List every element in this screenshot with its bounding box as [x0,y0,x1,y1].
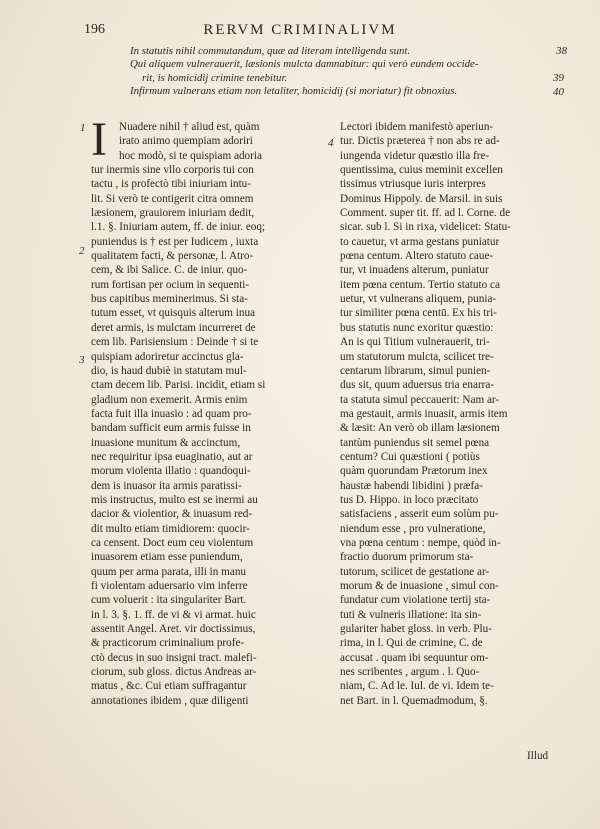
text-line: item pœna centum. Tertio statuto ca [340,278,500,291]
text-line: iungenda videtur quæstio illa fre- [340,149,490,162]
right-column [340,120,562,708]
text-line: gulariter habet gloss. in verb. Plu- [340,623,492,636]
text-line: fi violentam aduersario vim inferre [91,580,248,592]
text-line: tuti & vulneris illatione: ita sin- [340,608,482,621]
text-line: gladium non exemerit. Armis enim [91,393,248,406]
text-line: qualitatem facti, & personæ, l. Atro- [91,250,254,263]
text-line: dem is inuasor ita armis paratissi- [91,479,242,492]
text-line: quum per arma parata, illi in manu [91,565,247,578]
text-line: dus sit, quum aduersus tria enarra- [340,379,495,392]
text-line: matus , &c. Cui etiam suffragantur [91,680,247,693]
text-line: bus statutis nunc exoritur quæstio: [340,321,494,334]
running-title: RERVM CRIMINALIVM [203,22,397,38]
text-line: & practicorum criminalium profe- [91,637,245,650]
margin-number: 2 [79,245,85,257]
text-line: pœna centum. Altero statuto caue- [340,250,494,263]
text-line: dio, is haud dubiè in statutam mul- [91,364,247,377]
text-line: cum voluerit : ita singulariter Bart. [91,594,247,607]
text-line: annotationes ibidem , quæ diligenti [91,694,249,707]
text-line: quàm quorundam Prætorum inex [340,465,488,478]
margin-number: 4 [328,137,334,149]
text-line: tactu , is profectò tibi iniuriam intu- [91,178,252,191]
text-line: centum? Cui quæstioni ( potiùs [340,450,480,463]
summary-number: 39 [553,72,564,84]
text-line: rima, in l. Qui de crimine, C. de [340,637,483,650]
text-line: assentit Angel. Aret. vir doctissimus, [91,623,256,636]
page-header [0,22,600,44]
text-line: dacior & violentior, & inuasum red- [91,508,253,521]
text-line: accusat . quam ibi sequuntur om- [340,651,489,664]
text-line: cem lib. Parisiensium : Deinde † si te [91,336,259,349]
summary-line: In statutis nihil commutandum, quæ ad literam intelligenda sunt. [130,45,411,57]
text-line: dit multo etiam timidiorem: quocir- [91,522,250,535]
text-line: haustæ habendi libidini ) præfa- [340,479,483,492]
text-line: Nuadere nihil † aliud est, quàm [119,121,260,133]
text-line: bus capitibus meminerimus. Si sta- [91,293,248,306]
text-line: fundatur cum violatione tertij sta- [340,594,491,607]
text-line: vna pœna centum : nempe, quòd in- [340,536,501,549]
text-line: morum violenta illatio : quandoqui- [91,465,251,478]
text-line: inuasorem etiam esse puniendum, [91,551,243,564]
text-line: l.1. §. Iniuriam autem, ff. de iniur. eoq; [91,221,266,234]
text-line: deret armis, is mulctam incurreret de [91,321,256,334]
text-line: to cauetur, vt arma gestans puniatur [340,235,500,248]
text-line: ca censent. Doct eum ceu violentum [91,536,254,549]
text-line: ctò decus in suo insigni tract. malefi- [91,651,257,664]
drop-initial: I [91,113,107,166]
summary-number: 38 [556,45,567,57]
text-line: An is qui Titium vulnerauerit, tri- [340,336,490,349]
text-line: niendum esse , pro vulneratione, [340,522,486,535]
catchword: Illud [527,750,549,762]
text-line: tutum esset, vt quisquis alterum inua [91,307,256,320]
left-column [91,113,328,708]
text-line: nes scribentes , argum . l. Quo- [340,666,480,679]
text-line: puniendus is † est per Iudicem , iuxta [91,235,259,248]
text-line: quispiam adoriretur accinctus gla- [91,350,244,363]
text-line: Dominus Hippoly. de Marsil. in suis [340,192,503,205]
chapter-summary [130,45,570,99]
text-line: ctam decem lib. Parisi. incidit, etiam si [91,379,266,392]
summary-number: 40 [553,86,564,98]
text-line: ta statuta simul peccauerit: Nam ar- [340,393,500,406]
text-line: niam, C. Ad le. Iul. de vi. Idem te- [340,680,494,693]
text-line: tur. Dictis præterea † non abs re ad- [340,135,500,148]
text-line: tur, vt inuadens alterum, puniatur [340,264,489,277]
text-line: satisfaciens , asserit eum solùm pu- [340,508,499,521]
summary-line: Qui aliquem vulnerauerit, læsionis mulcta damnabitur: qui verò eundem occide- [130,58,479,71]
text-line: tur inermis sine vllo corporis tui con [91,164,254,177]
text-line: quentissima, cuius meminit excellen [340,164,503,177]
text-line: morum & de inuasione , simul con- [340,580,499,592]
text-line: cem, & ibi Salice. C. de iniur. quo- [91,264,248,277]
text-line: nec requiritur ipsa euaginatio, aut ar [91,450,253,463]
text-line: ma gestauit, armis inuasit, armis item [340,407,508,420]
text-line: & læsit: An verò ob illam læsionem [340,422,500,435]
text-line: inuasione munitum & accinctum, [91,436,241,449]
text-line: sicar. sub l. Si in rixa, videlicet: Statu- [340,221,511,234]
text-line: tissimus vtriusque iuris interpres [340,178,486,191]
text-line: um statutorum mulcta, scilicet tre- [340,350,494,363]
text-line: ciorum, sub gloss. dictus Andreas ar- [91,666,257,679]
text-line: Comment. super tit. ff. ad l. Corne. de [340,207,511,220]
page-number: 196 [84,22,105,37]
text-line: lit. Si verò te contigerit citra omnem [91,192,254,205]
summary-line: rit, is homicidij crimine tenebitur. [142,71,288,84]
text-line: centarum librarum, simul punien- [340,364,491,377]
text-line: tur similiter pœna centū. Ex his tri- [340,307,497,320]
text-line: net Bart. in l. Quemadmodum, §. [340,694,488,707]
text-line: tutorum, scilicet de gestatione ar- [340,565,490,578]
text-line: tantùm puniendus sit semel pœna [340,436,490,449]
margin-number: 3 [79,354,85,366]
text-line: mis instructus, multo est se inermi au [91,493,258,506]
text-line: læsionem, grauiorem iniuriam dedit, [91,207,255,220]
text-line: tus D. Hippo. in loco præcitato [340,493,479,506]
text-line: fractio duorum primorum sta- [340,551,474,564]
text-line: bandam sufficit eum armis fuisse in [91,422,251,435]
text-line: in l. 3. §. 1. ff. de vi & vi armat. huic [91,608,256,621]
margin-number: 1 [80,122,86,134]
text-line: Lectori ibidem manifestò aperiun- [340,121,494,133]
text-line: irato animo quempiam adoriri [119,135,253,148]
summary-line: Infirmum vulnerans etiam non letaliter, homicidij (si moriatur) fit obnoxius. [130,85,458,98]
text-line: rum fortisan per ocium in sequenti- [91,278,250,291]
text-line: facta fuit illa inuasio : ad quam pro- [91,407,252,420]
text-line: hoc modò, si te quispiam adoria [119,149,262,162]
text-line: uetur, vt vulnerans aliquem, punia- [340,293,497,306]
